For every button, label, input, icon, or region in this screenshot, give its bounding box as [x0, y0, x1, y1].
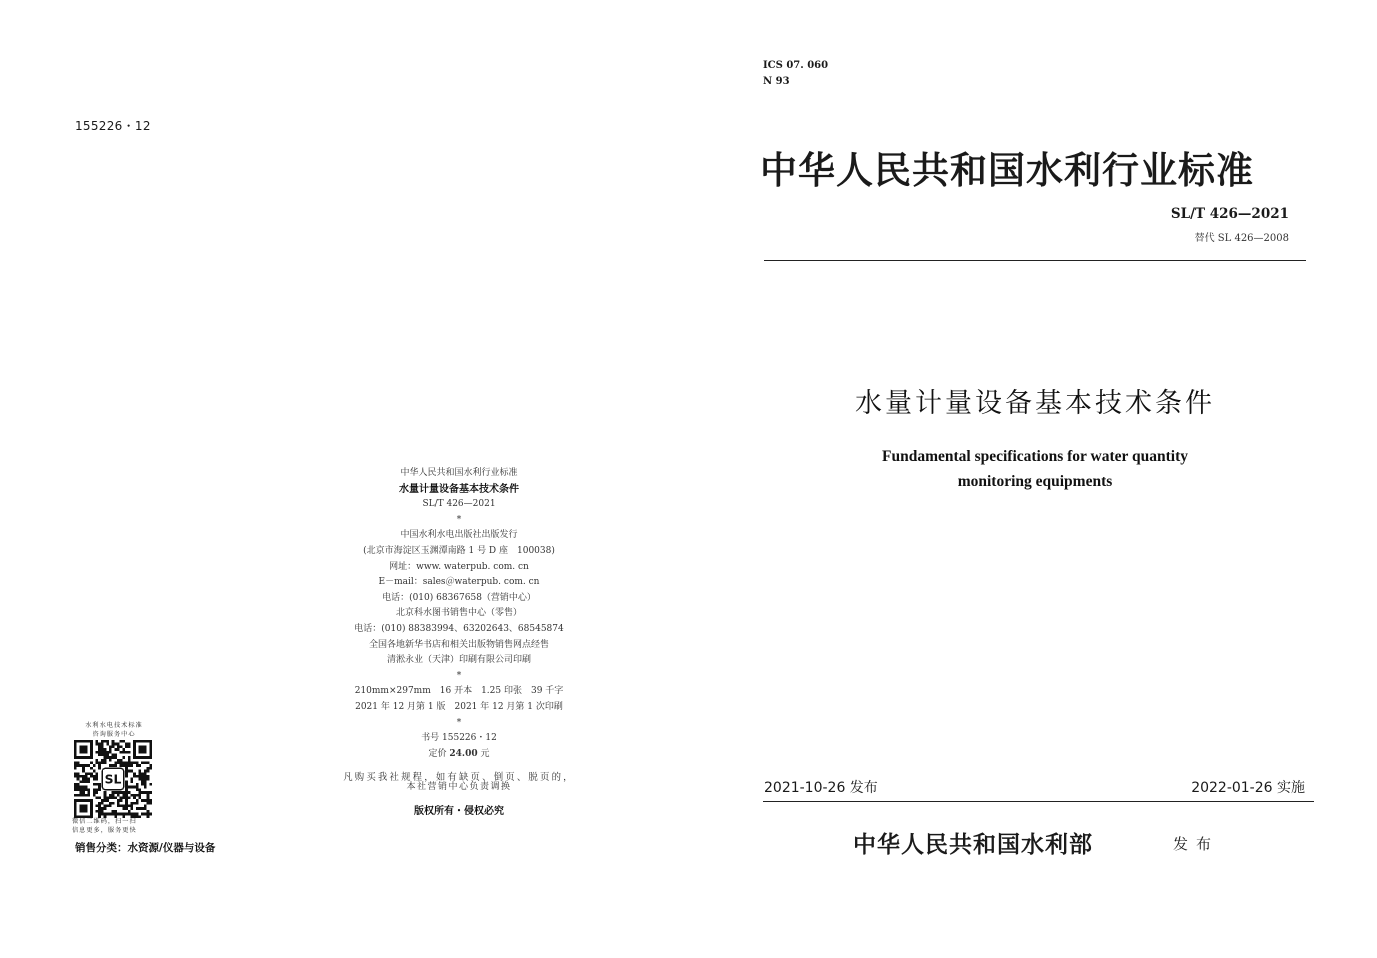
document-title-en — [764, 444, 1306, 494]
issue-date: 2021-10-26 发布 — [764, 780, 878, 796]
imprint-title: 水量计量设备基本技术条件 — [399, 483, 519, 495]
ccs-code: N 93 — [763, 76, 790, 87]
imprint-standard-family: 中华人民共和国水利行业标准 — [400, 468, 518, 478]
qr-caption-bottom-line-2: 信息更多，服务更快 — [72, 826, 137, 834]
imprint-address: (北京市海淀区玉渊潭南路 1 号 D 座 100038) — [363, 545, 555, 556]
document-title-cn: 水量计量设备基本技术条件 — [855, 388, 1215, 419]
imprint-rights: 版权所有・侵权必究 — [414, 805, 504, 817]
imprint-distribution: 全国各地新华书店和相关出版物销售网点经售 — [368, 639, 549, 650]
imprint-format: 210mm×297mm 16 开本 1.25 印张 39 千字 — [354, 686, 564, 697]
price-label: 定价 — [428, 748, 450, 759]
issuing-authority: 中华人民共和国水利部 — [853, 831, 1093, 858]
imprint-price — [300, 747, 618, 763]
imprint-separator-star: * — [456, 670, 462, 681]
imprint-notice-line-1: 凡购买我社规程，如有缺页、倒页、脱页的， — [343, 772, 575, 784]
issue-word: 发布 — [1173, 835, 1220, 853]
imprint-notice-line-2: 本社营销中心负责调换 — [406, 782, 512, 793]
book-code: 155226・12 — [75, 119, 151, 133]
sales-category: 销售分类：水资源/仪器与设备 — [75, 842, 216, 854]
replaces-note: 替代 SL 426—2008 — [1194, 233, 1289, 244]
document-title-en-line-1: Fundamental specifications for water quantity — [882, 448, 1188, 465]
qr-code[interactable] — [74, 740, 152, 818]
imprint-website: 网址：www. waterpub. com. cn — [389, 561, 529, 572]
imprint-printer: 清淞永业（天津）印刷有限公司印刷 — [386, 655, 531, 666]
top-divider — [764, 260, 1306, 261]
ics-code: ICS 07. 060 — [763, 60, 829, 71]
classification-codes — [763, 58, 828, 90]
qr-caption-bottom-line-1: 微信二维码，扫一扫 — [72, 818, 137, 825]
imprint-block — [300, 466, 618, 819]
price-value: 24.00 — [449, 748, 478, 759]
implementation-date: 2022-01-26 实施 — [1191, 780, 1305, 796]
imprint-retail-center: 北京科水图书销售中心（零售） — [395, 608, 522, 619]
imprint-separator-star: * — [456, 514, 462, 525]
price-unit: 元 — [477, 748, 490, 759]
imprint-edition: 2021 年 12 月第 1 版 2021 年 12 月第 1 次印刷 — [355, 701, 563, 712]
qr-caption-bottom — [72, 818, 158, 835]
imprint-separator-star: * — [456, 717, 462, 728]
qr-caption-top-line-2: 咨询服务中心 — [92, 730, 136, 738]
imprint-publisher: 中国水利水电出版社出版发行 — [400, 530, 518, 541]
document-title-en-line-2: monitoring equipments — [957, 473, 1113, 490]
standard-family-title: 中华人民共和国水利行业标准 — [760, 148, 1254, 192]
imprint-number: SL/T 426—2021 — [422, 499, 496, 510]
qr-logo-text: SL — [104, 772, 122, 787]
qr-caption-top — [72, 722, 156, 739]
imprint-phone-sales: 电话：(010) 68367658（营销中心） — [382, 592, 536, 603]
standard-number: SL/T 426—2021 — [1170, 206, 1289, 222]
imprint-phone-retail: 电话：(010) 88383994、63202643、68545874 — [354, 623, 564, 634]
bottom-divider — [763, 801, 1314, 802]
imprint-book-number: 书号 155226・12 — [421, 733, 497, 744]
imprint-email: E－mail：sales＠waterpub. com. cn — [378, 577, 540, 588]
qr-caption-top-line-1: 水利水电技术标准 — [85, 722, 143, 729]
